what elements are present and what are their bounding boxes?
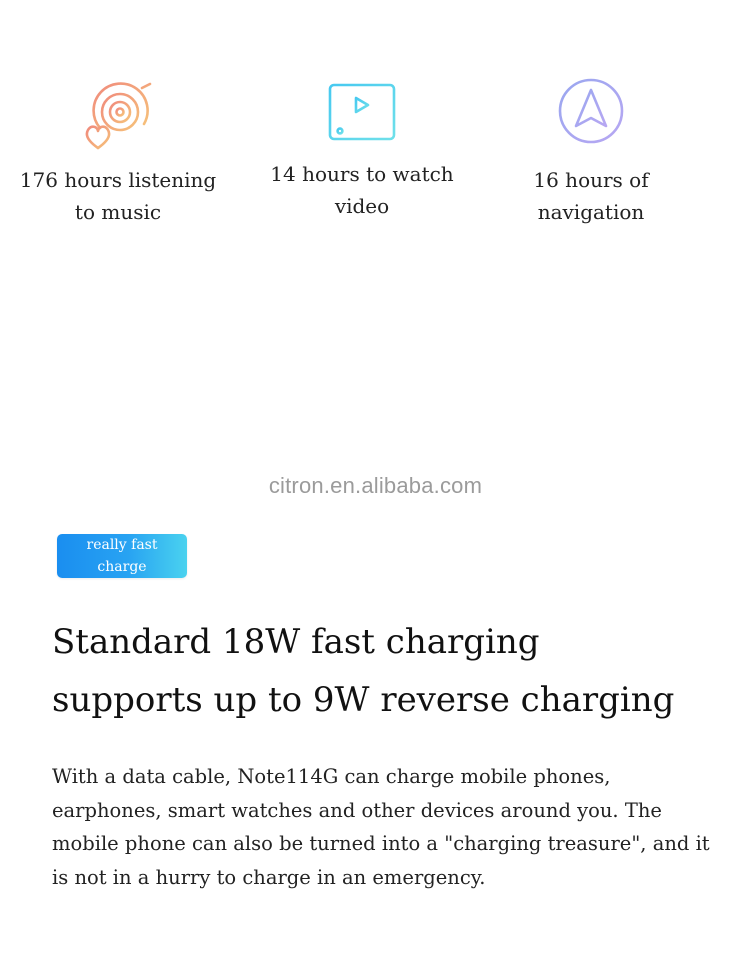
feature-music [18, 78, 218, 228]
navigation-arrow-icon [556, 76, 626, 146]
fast-charge-badge: really fast charge [57, 534, 187, 578]
video-player-icon [327, 80, 397, 144]
watermark: citron.en.alibaba.com [268, 473, 483, 498]
page-title-line-2: supports up to 9W reverse charging [52, 680, 675, 720]
feature-music-caption: 176 hours listening to music [19, 168, 217, 224]
page-title [52, 613, 742, 729]
feature-navigation-caption: 16 hours of navigation [533, 168, 649, 224]
description-paragraph: With a data cable, Note114G can charge mobile phones, earphones, smart watches and other devices around you. The mobile phone can also be turned into a "charging treasure", and it is not in a hurry to charge in an emergency. [52, 765, 710, 889]
feature-navigation [491, 76, 691, 228]
music-record-heart-icon [82, 78, 154, 150]
features-section [0, 0, 751, 260]
feature-video [262, 80, 462, 222]
page-title-line-1: Standard 18W fast charging [52, 622, 540, 662]
feature-video-caption: 14 hours to watch video [270, 162, 454, 218]
